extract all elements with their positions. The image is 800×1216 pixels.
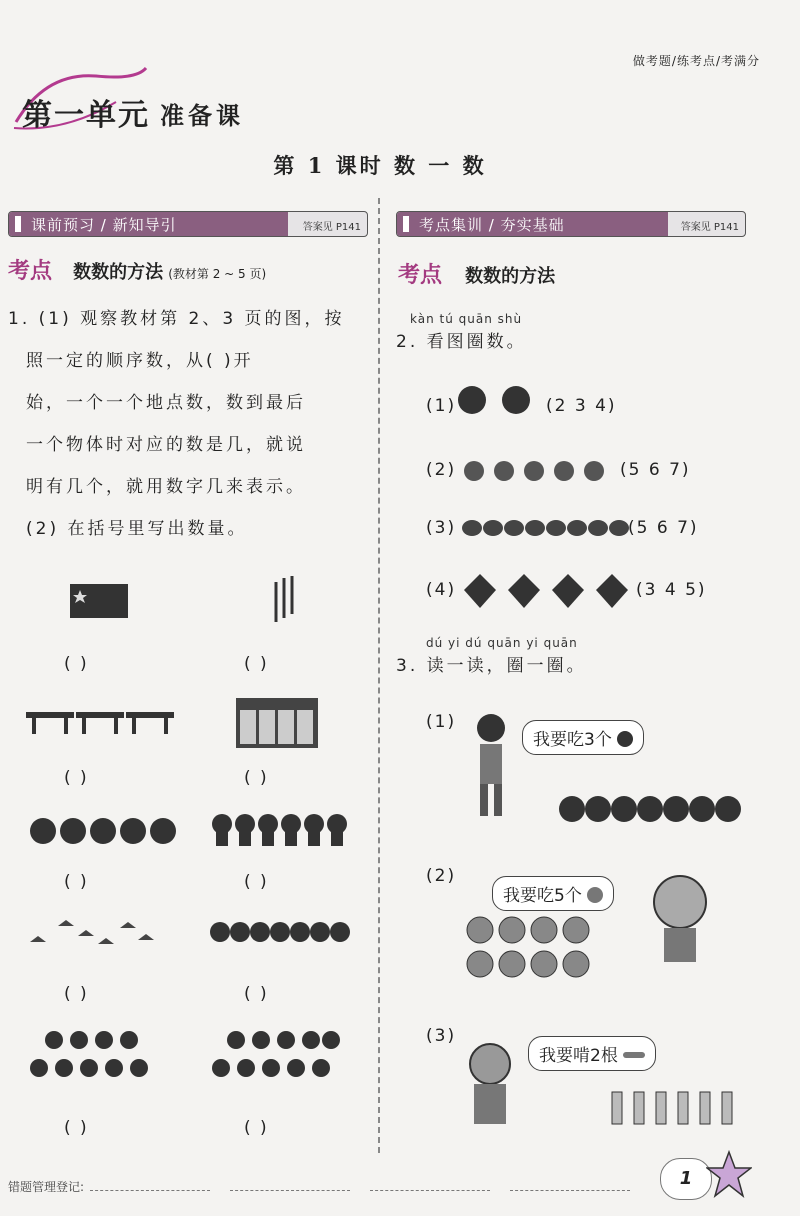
- potted-plants-icon: [210, 814, 350, 850]
- dog-figure-icon: [456, 1040, 526, 1130]
- q2-pinyin: kàn tú quān shù: [410, 312, 523, 326]
- answer-blank[interactable]: ( ): [244, 768, 269, 788]
- flag-icon: [70, 584, 130, 620]
- right-answer-ref: 答案见 P141: [680, 222, 739, 233]
- q2-label: (1): [426, 396, 457, 416]
- column-divider: [378, 198, 382, 1153]
- q1-line: 明有几个，就用数字几来表示。: [26, 477, 306, 497]
- q3-pinyin: dú yi dú quān yi quān: [426, 636, 578, 650]
- answer-blank[interactable]: ( ): [244, 654, 269, 674]
- header-tagline: 做考题/练考点/考满分: [632, 54, 760, 68]
- answer-blank[interactable]: ( ): [64, 1118, 89, 1138]
- q1-line: (2) 在括号里写出数量。: [26, 519, 248, 539]
- bone-icon: [623, 1052, 645, 1058]
- trash-bins-icon: [236, 698, 318, 748]
- bubble-text: 我要啃2根: [539, 1046, 618, 1066]
- q2-label: (2): [426, 460, 457, 480]
- q2-title: 2. 看图圈数。: [396, 332, 527, 352]
- q1-line: 始，一个一个地点数，数到最后: [26, 393, 306, 413]
- left-answer-ref: 答案见 P141: [302, 222, 361, 233]
- q2-choices[interactable]: (5 6 7): [620, 460, 691, 480]
- flagpole-icon: [270, 574, 300, 624]
- left-section-title: 课前预习 / 新知导引: [31, 216, 177, 234]
- answer-blank[interactable]: ( ): [64, 872, 89, 892]
- answer-blank[interactable]: ( ): [244, 1118, 269, 1138]
- bushes-icon: [28, 816, 178, 846]
- peach-icon: [587, 887, 603, 903]
- right-section-title: 考点集训 / 夯实基础: [419, 216, 565, 234]
- page-number: 1: [660, 1158, 712, 1200]
- girl-figure-icon: [466, 712, 516, 824]
- apples-row-icon: [558, 794, 742, 824]
- answer-blank[interactable]: ( ): [244, 984, 269, 1004]
- answer-blank[interactable]: ( ): [64, 984, 89, 1004]
- bar-marker-icon: [403, 216, 409, 232]
- kaodian-text: 数数的方法: [465, 266, 556, 287]
- fishes-icon: [460, 514, 630, 542]
- trees-icon: [210, 920, 350, 952]
- speech-bubble: [492, 876, 614, 911]
- bubble-text: 我要吃3个: [533, 730, 612, 750]
- speech-bubble: [528, 1036, 656, 1071]
- q2-choices[interactable]: (5 6 7): [628, 518, 699, 538]
- question-1: [8, 298, 373, 550]
- footer-blank-line: [510, 1190, 630, 1192]
- q2-label: (3): [426, 518, 457, 538]
- q2-label: (4): [426, 580, 457, 600]
- footer-blank-line: [90, 1190, 210, 1192]
- bones-row-icon: [604, 1088, 744, 1128]
- kaodian-badge: 考点: [8, 259, 53, 284]
- left-section-bar: [8, 211, 368, 237]
- q1-line: 一个物体时对应的数是几，就说: [26, 435, 306, 455]
- q1-line: 1. (1) 观察教材第 2、3 页的图，按: [8, 309, 345, 329]
- answer-blank[interactable]: ( ): [244, 872, 269, 892]
- bubble-text: 我要吃5个: [503, 886, 582, 906]
- left-kaodian: [8, 254, 266, 285]
- answer-blank[interactable]: ( ): [64, 654, 89, 674]
- unit-title: 第一单元: [22, 98, 150, 133]
- footer-blank-line: [230, 1190, 350, 1192]
- bar-marker-icon: [15, 216, 21, 232]
- right-kaodian: [398, 258, 555, 289]
- answer-blank[interactable]: ( ): [64, 768, 89, 788]
- kaodian-note: (教材第 2 ~ 5 页): [168, 267, 267, 281]
- q3-label: (1): [426, 712, 457, 732]
- lesson-title: 第 1 课时 数 一 数: [273, 153, 487, 178]
- children-group-icon: [24, 1030, 174, 1092]
- apple-icon: [617, 731, 633, 747]
- q3-label: (2): [426, 866, 457, 886]
- footer-blank-line: [370, 1190, 490, 1192]
- star-mascot-icon: [706, 1150, 752, 1200]
- children-group-icon: [206, 1030, 346, 1092]
- q3-label: (3): [426, 1026, 457, 1046]
- kaodian-badge: 考点: [398, 263, 443, 288]
- leaves-icon: [460, 572, 636, 610]
- footer-label: 错题管理登记:: [8, 1180, 85, 1194]
- kaodian-text: 数数的方法: [73, 262, 164, 283]
- q3-title: 3. 读一读，圈一圈。: [396, 656, 587, 676]
- speech-bubble: [522, 720, 644, 755]
- butterflies-icon: [456, 384, 546, 424]
- q1-line: 照一定的顺序数，从( )开: [26, 351, 254, 371]
- q2-choices[interactable]: (3 4 5): [636, 580, 707, 600]
- peaches-icon: [462, 914, 602, 982]
- unit-subtitle: 准备课: [160, 102, 244, 130]
- birds-icon: [28, 918, 158, 952]
- benches-icon: [26, 712, 176, 736]
- q2-choices[interactable]: (2 3 4): [546, 396, 617, 416]
- snails-icon: [460, 458, 620, 484]
- right-section-bar: [396, 211, 746, 237]
- monkey-figure-icon: [640, 872, 720, 972]
